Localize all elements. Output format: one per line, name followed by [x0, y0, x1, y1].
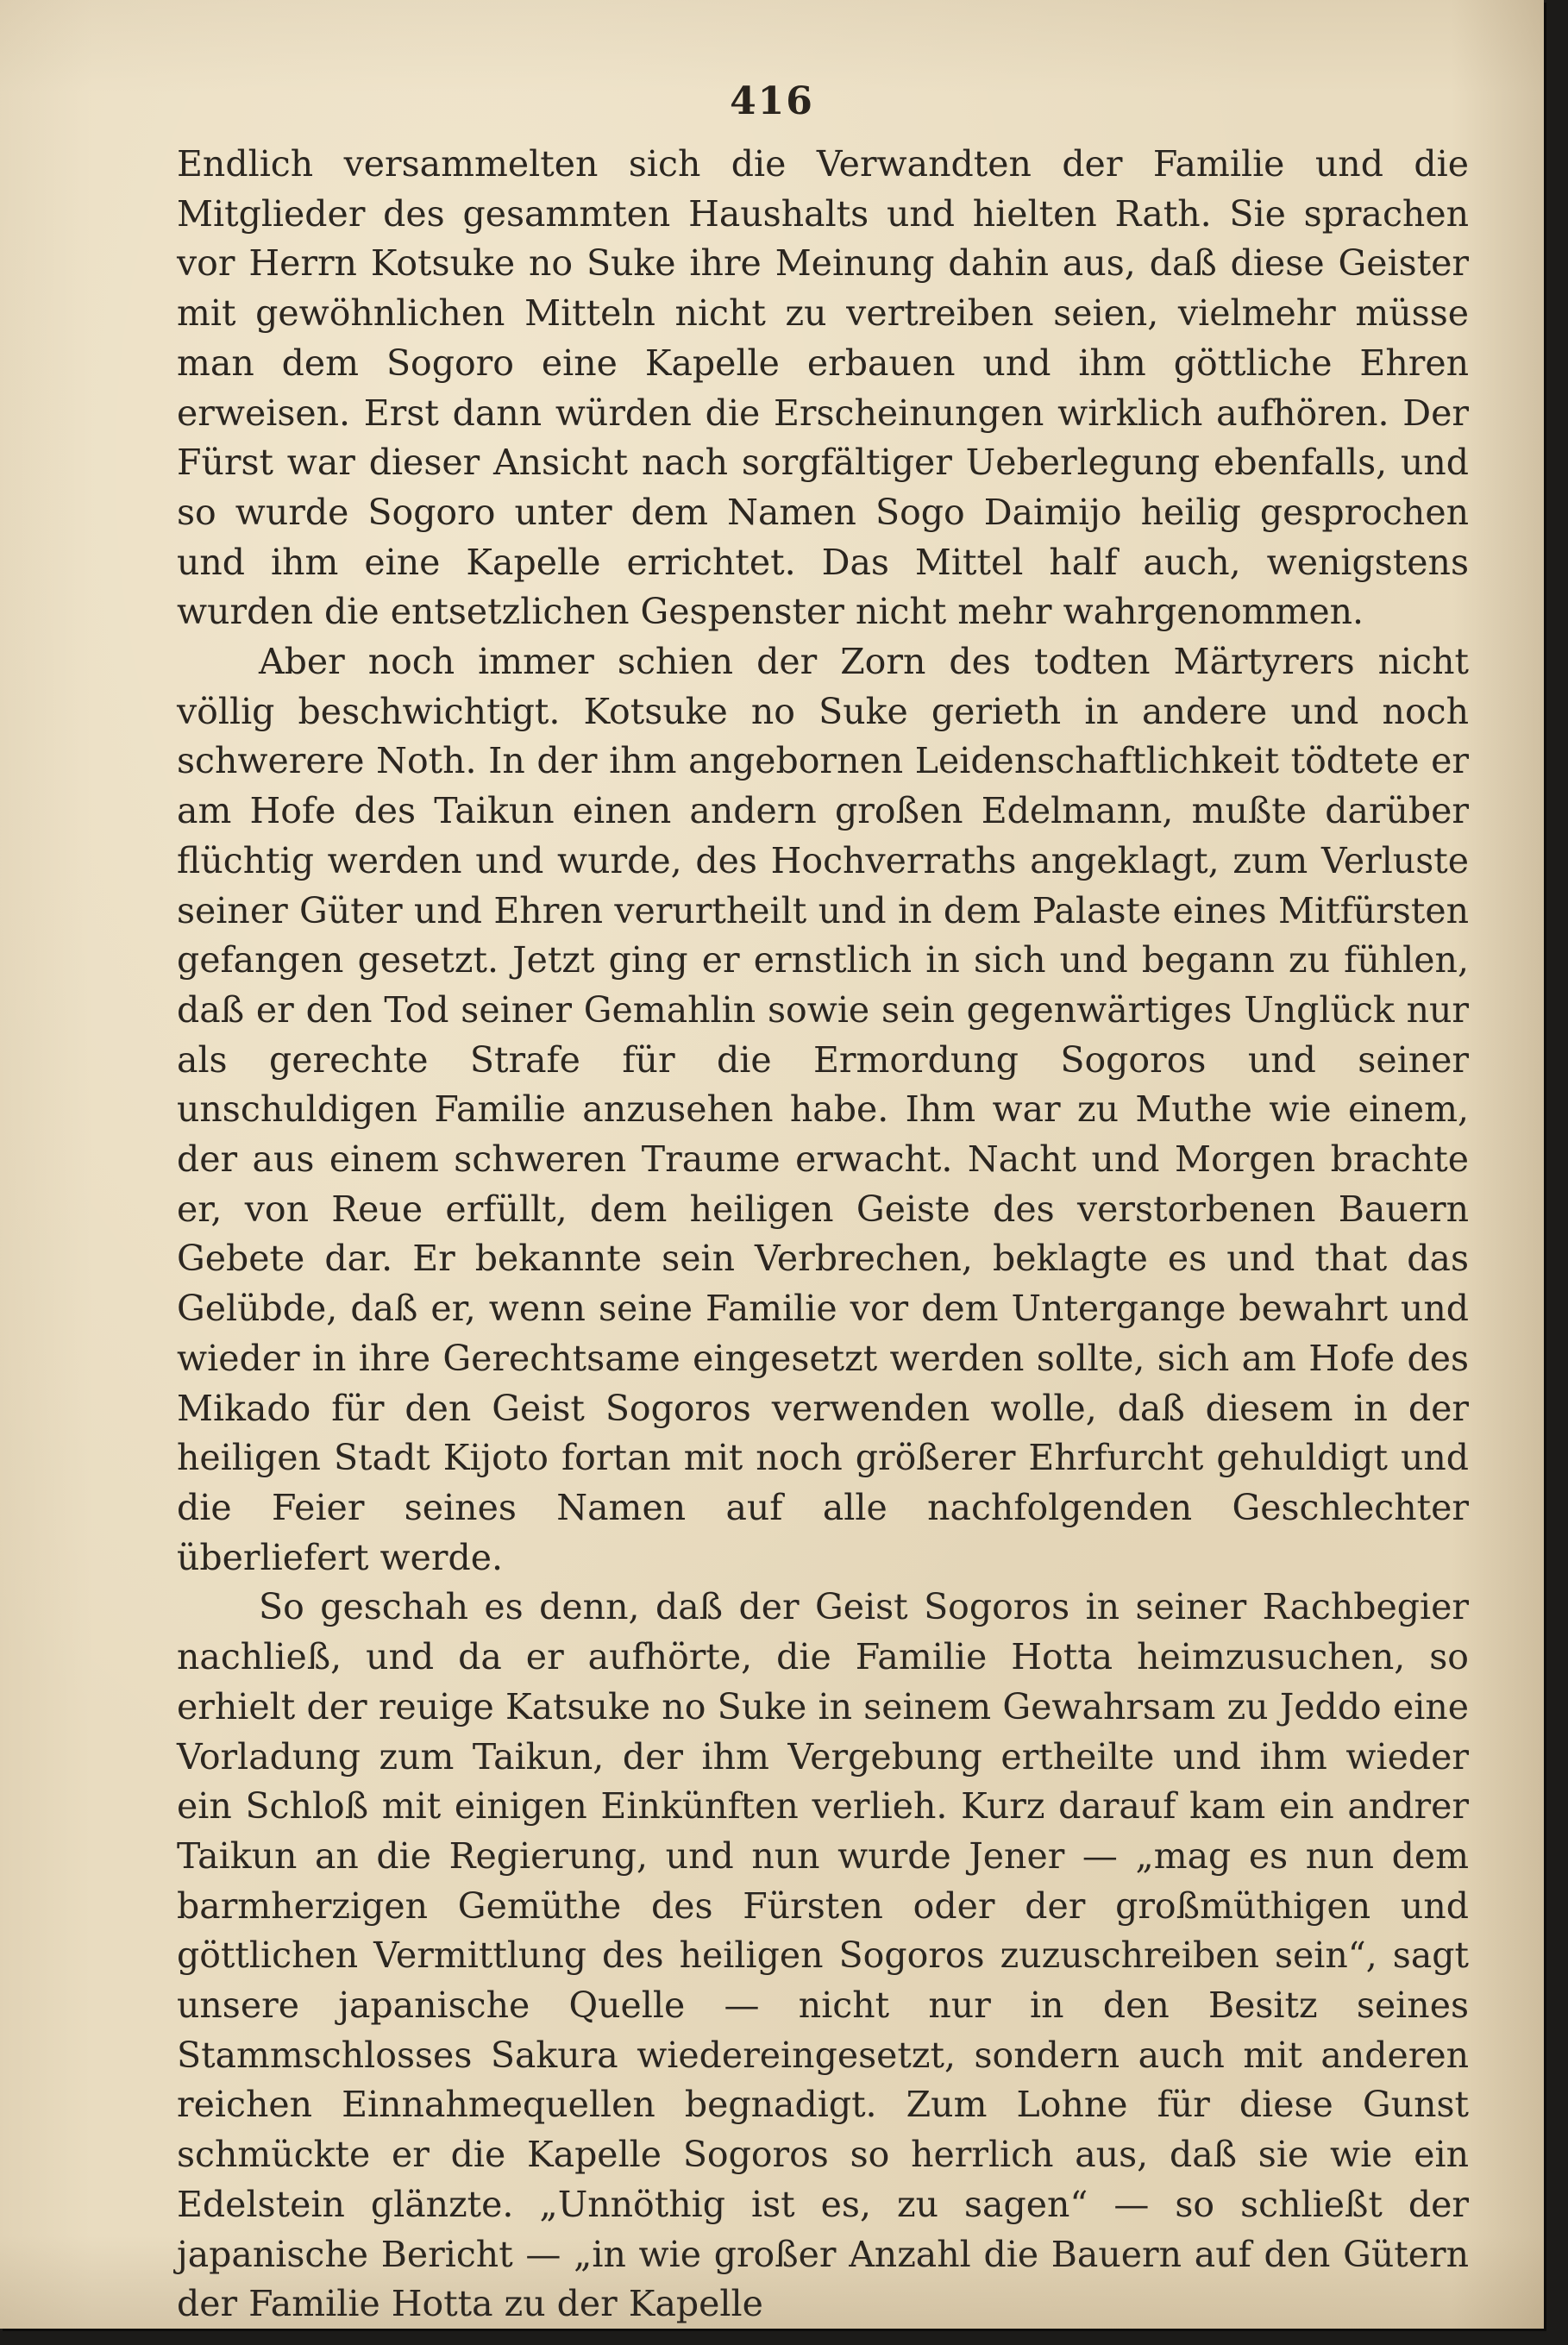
- paragraph-1: Endlich versammelten sich die Verwandten der Familie und die Mitglieder des gesammten Haushalts und hielten Rath. Sie sprachen vor Herrn Kotsuke no Suke ihre Meinung dahin aus, daß diese Geister mit gewöhnlichen Mitteln nicht zu vertreiben seien, vielmehr müsse man dem Sogoro eine Kapelle erbauen und ihm göttliche Ehren erweisen. Erst dann würden die Erscheinungen wirklich aufhören. Der Fürst war dieser Ansicht nach sorgfältiger Ueberlegung ebenfalls, und so wurde Sogoro unter dem Namen Sogo Daimijo heilig gesprochen und ihm eine Kapelle errichtet. Das Mittel half auch, wenigstens wurden die entsetzlichen Gespenster nicht mehr wahrgenommen.: [177, 143, 1469, 633]
- paragraph-2: Aber noch immer schien der Zorn des todten Märtyrers nicht völlig beschwichtigt. Kotsuke no Suke gerieth in andere und noch schwerere Noth. In der ihm angebornen Leidenschaftlichkeit tödtete er am Hofe des Taikun einen andern großen Edelmann, mußte darüber flüchtig werden und wurde, des Hochverraths angeklagt, zum Verluste seiner Güter und Ehren verurtheilt und in dem Palaste eines Mitfürsten gefangen gesetzt. Jetzt ging er ernstlich in sich und begann zu fühlen, daß er den Tod seiner Gemahlin sowie sein gegenwärtiges Unglück nur als gerechte Strafe für die Ermordung Sogoros und seiner unschuldigen Familie anzusehen habe. Ihm war zu Muthe wie einem, der aus einem schweren Traume erwacht. Nacht und Morgen brachte er, von Reue erfüllt, dem heiligen Geiste des verstorbenen Bauern Gebete dar. Er bekannte sein Verbrechen, beklagte es und that das Gelübde, daß er, wenn seine Familie vor dem Untergange bewahrt und wieder in ihre Gerechtsame eingesetzt werden sollte, sich am Hofe des Mikado für den Geist Sogoros verwenden wolle, daß diesem in der heiligen Stadt Kijoto fortan mit noch größerer Ehrfurcht gehuldigt und die Feier seines Namen auf alle nachfolgenden Geschlechter überliefert werde.: [177, 641, 1469, 1578]
- page-body-text: [177, 140, 1469, 2329]
- paragraph-3: So geschah es denn, daß der Geist Sogoros in seiner Rachbegier nachließ, und da er aufhörte, die Familie Hotta heimzusuchen, so erhielt der reuige Katsuke no Suke in seinem Gewahrsam zu Jeddo eine Vorladung zum Taikun, der ihm Vergebung ertheilte und ihm wieder ein Schloß mit einigen Einkünften verlieh. Kurz darauf kam ein andrer Taikun an die Regierung, und nun wurde Jener — „mag es nun dem barmherzigen Gemüthe des Fürsten oder der großmüthigen und göttlichen Vermittlung des heiligen Sogoros zuzuschreiben sein“, sagt unsere japanische Quelle — nicht nur in den Besitz seines Stammschlosses Sakura wiedereingesetzt, sondern auch mit anderen reichen Einnahmequellen begnadigt. Zum Lohne für diese Gunst schmückte er die Kapelle Sogoros so herrlich aus, daß sie wie ein Edelstein glänzte. „Unnöthig ist es, zu sagen“ — so schließt der japanische Bericht — „in wie großer Anzahl die Bauern auf den Gütern der Familie Hotta zu der Kapelle: [177, 1586, 1469, 2325]
- page-number: 416: [730, 79, 814, 123]
